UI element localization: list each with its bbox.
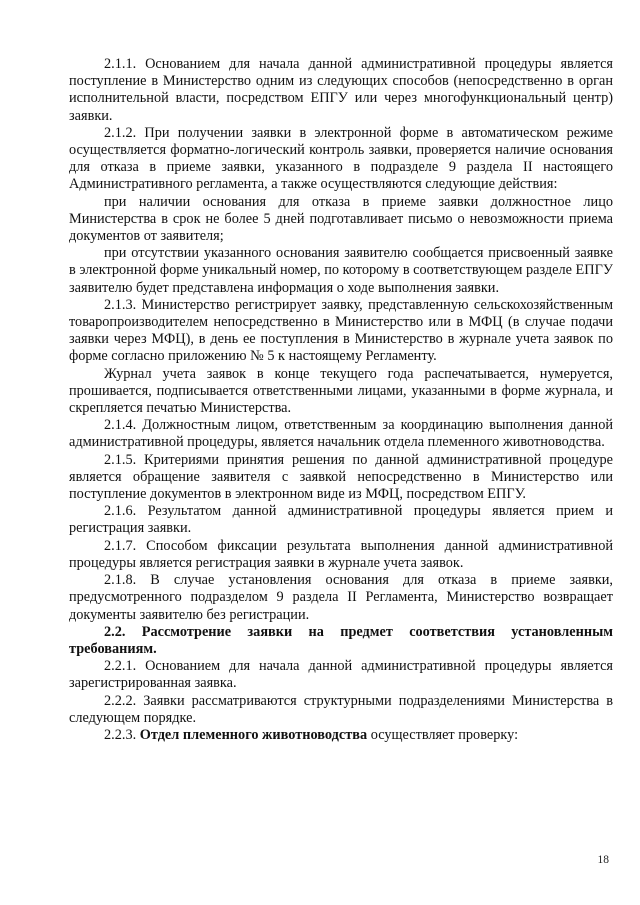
paragraph-2-2-2: 2.2.2. Заявки рассматриваются структурными подразделениями Министерства в следующем порядке. — [69, 692, 613, 726]
page-number: 18 — [597, 854, 609, 866]
paragraph-2-2-3-suffix: осуществляет проверку: — [367, 726, 519, 743]
paragraph-2-1-6: 2.1.6. Результатом данной административной процедуры является прием и регистрация заявки. — [69, 503, 613, 537]
section-heading-2-2: 2.2. Рассмотрение заявки на предмет соответствия установленным требованиям. — [69, 623, 613, 657]
paragraph-2-1-1: 2.1.1. Основанием для начала данной административной процедуры является поступление в Министерство одним из следующих способов (непосредственно в орган исполнительной власти, посредством ЕПГУ или через многофункциональный центр) заявки. — [69, 56, 613, 124]
paragraph-2-1-2-refusal: при наличии основания для отказа в приеме заявки должностное лицо Министерства в срок не более 5 дней подготавливает письмо о невозможности приема документов от заявителя; — [69, 193, 613, 245]
paragraph-2-1-4: 2.1.4. Должностным лицом, ответственным за координацию выполнения данной административной процедуры, является начальник отдела племенного животноводства. — [69, 417, 613, 451]
paragraph-2-1-7: 2.1.7. Способом фиксации результата выполнения данной административной процедуры является регистрация заявки в журнале учета заявок. — [69, 537, 613, 571]
paragraph-2-1-5: 2.1.5. Критериями принятия решения по данной административной процедуре является обращение заявителя с заявкой непосредственно в Министерство или поступление документов в электронном виде из МФЦ, посредством ЕПГУ. — [69, 451, 613, 503]
paragraph-2-1-2: 2.1.2. При получении заявки в электронной форме в автоматическом режиме осуществляется форматно-логический контроль заявки, проверяется наличие основания для отказа в приеме заявки, указанного в подразделе 9 раздела II настоящего Административного регламента, а также осуществляются следующие действия: — [69, 124, 613, 193]
paragraph-2-1-2-no-refusal: при отсутствии указанного основания заявителю сообщается присвоенный заявке в электронной форме уникальный номер, по которому в соответствующем разделе ЕПГУ заявителю будет представлена информация о ходе выполнения заявки. — [69, 245, 613, 296]
paragraph-2-2-3-prefix: 2.2.3. — [104, 726, 140, 743]
paragraph-2-1-3-journal: Журнал учета заявок в конце текущего года распечатывается, нумеруется, прошивается, подписывается ответственными лицами, указанными в форме журнала, и скрепляется печатью Министерства. — [69, 365, 613, 417]
paragraph-2-1-8: 2.1.8. В случае установления основания для отказа в приеме заявки, предусмотренного подразделом 9 раздела II Регламента, Министерство возвращает документы заявителю без регистрации. — [69, 572, 613, 623]
document-body — [69, 56, 613, 744]
paragraph-2-2-3 — [69, 727, 613, 744]
department-name: Отдел племенного животноводства — [139, 726, 368, 743]
paragraph-2-2-1: 2.2.1. Основанием для начала данной административной процедуры является зарегистрированная заявка. — [69, 658, 613, 692]
paragraph-2-1-3: 2.1.3. Министерство регистрирует заявку, представленную сельскохозяйственным товаропроизводителем непосредственно в Министерство или в МФЦ (в случае подачи заявки через МФЦ), в день ее поступления в Министерство в журнале учета заявок по форме согласно приложению № 5 к настоящему Регламенту. — [69, 296, 613, 365]
